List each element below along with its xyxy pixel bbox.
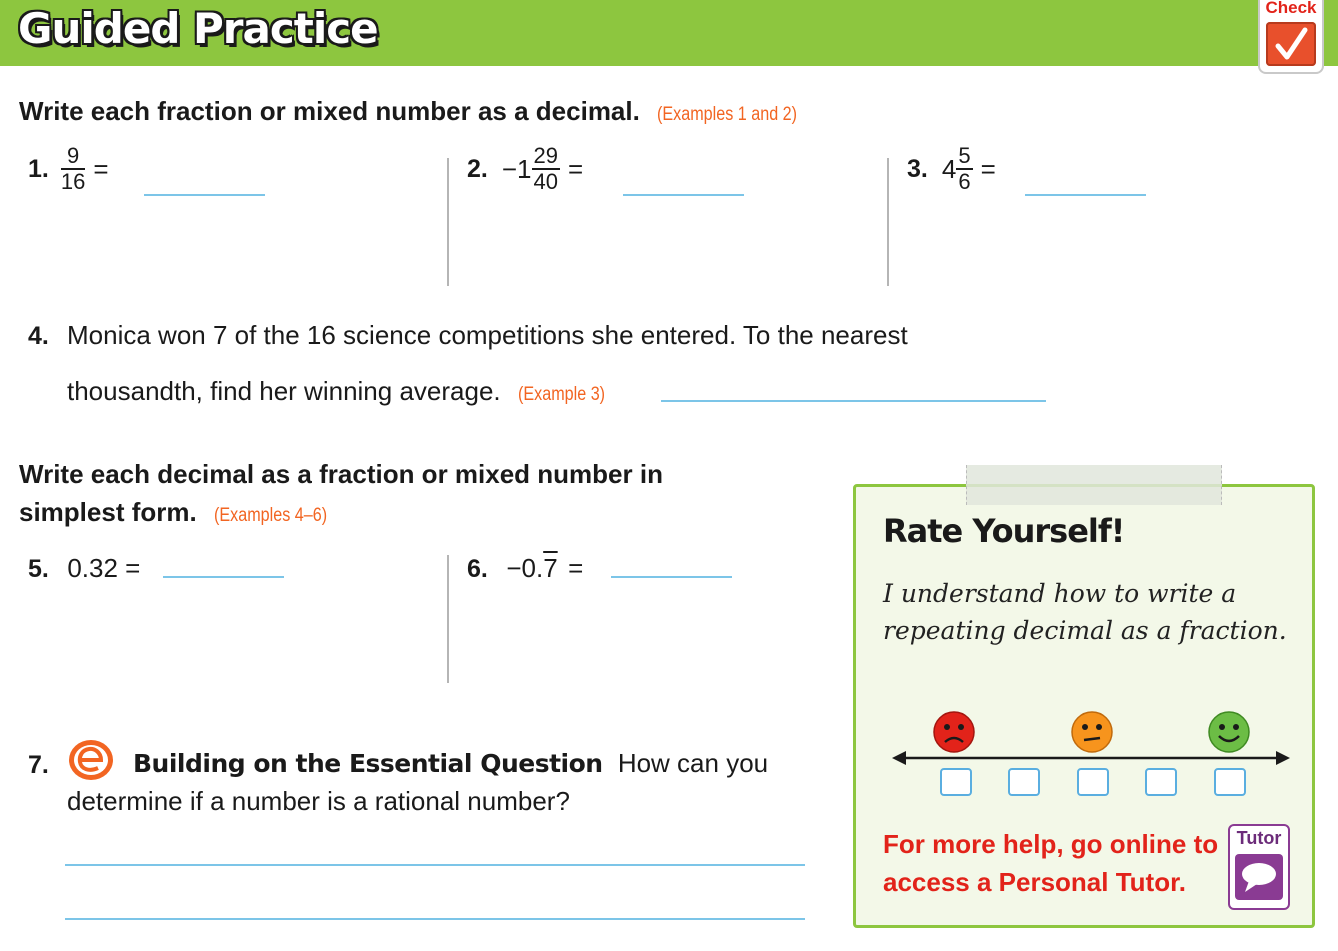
help-link-text[interactable]: For more help, go online to access a Personal Tutor.: [883, 829, 1219, 897]
decimal-prefix: −0.: [506, 553, 544, 583]
equals-sign: =: [980, 153, 996, 184]
essential-question-e-icon: [67, 738, 115, 782]
answer-blank-3[interactable]: [1025, 194, 1146, 196]
section1-instruction: [19, 96, 822, 127]
answer-blank-5[interactable]: [163, 576, 284, 578]
speech-bubble-icon: [1235, 854, 1283, 900]
column-divider: [447, 555, 449, 683]
equals-sign: =: [568, 553, 584, 583]
rating-box-5[interactable]: [1214, 768, 1246, 796]
denominator: 6: [958, 169, 971, 194]
numerator: 29: [533, 143, 558, 168]
problem-4-reference: (Example 3): [517, 384, 605, 405]
check-button[interactable]: [1258, 0, 1324, 74]
answer-blank-1[interactable]: [144, 194, 265, 196]
problem-4-text: thousandth, find her winning average.: [67, 376, 501, 406]
section1-instruction-text: Write each fraction or mixed number as a decimal.: [19, 96, 640, 126]
numerator: 9: [61, 144, 85, 170]
problem-4-line1: Monica won 7 of the 16 science competitions she entered. To the nearest: [67, 320, 908, 350]
checkmark-icon: [1266, 22, 1316, 66]
equals-sign: =: [93, 153, 109, 184]
answer-blank-6[interactable]: [611, 576, 732, 578]
section2-reference: (Examples 4–6): [213, 505, 328, 526]
rating-box-4[interactable]: [1145, 768, 1177, 796]
problem-number: 4.: [28, 322, 49, 350]
problem-number: 1.: [28, 154, 49, 183]
problem-3: [907, 144, 996, 194]
answer-blank-2[interactable]: [623, 194, 744, 196]
section1-reference: (Examples 1 and 2): [657, 104, 798, 125]
problem-number: 2.: [467, 154, 488, 183]
problem-number: 6.: [467, 555, 488, 583]
problem-7-line2: determine if a number is a rational number?: [67, 786, 570, 816]
problem-number: 5.: [28, 555, 49, 583]
section2-instruction-line2: [19, 493, 663, 535]
expression: 0.32 =: [67, 553, 141, 583]
column-divider: [447, 158, 449, 286]
essential-question-heading: Building on the Essential Question: [133, 749, 603, 778]
answer-blank-7b[interactable]: [65, 918, 805, 920]
tape-decoration: [966, 465, 1222, 505]
tutor-label: Tutor: [1236, 828, 1282, 848]
problem-1: [28, 144, 109, 194]
problem-7-line1: [133, 748, 768, 779]
repeating-digit: 7: [543, 553, 558, 583]
section2-instruction: [19, 455, 663, 535]
problem-7-text: How can you: [617, 748, 769, 778]
tutor-button[interactable]: [1228, 824, 1290, 910]
problem-number: 7.: [28, 751, 49, 779]
whole-part: −1: [501, 153, 532, 184]
denominator: 16: [60, 169, 86, 194]
problem-5: [28, 553, 140, 584]
rate-yourself-statement: I understand how to write a repeating decimal as a fraction.: [883, 579, 1287, 645]
problem-4-line2: [67, 376, 620, 407]
rate-yourself-title: Rate Yourself!: [883, 512, 1125, 550]
answer-blank-4[interactable]: [661, 400, 1046, 402]
equals-sign: =: [568, 153, 584, 184]
rating-box-1[interactable]: [940, 768, 972, 796]
check-label: Check: [1265, 0, 1317, 17]
denominator: 40: [533, 169, 558, 194]
whole-part: 4: [941, 153, 957, 184]
column-divider: [887, 158, 889, 286]
rating-box-2[interactable]: [1008, 768, 1040, 796]
numerator: 5: [958, 143, 971, 168]
section2-instruction-line1: Write each decimal as a fraction or mixed number in: [19, 459, 663, 489]
fraction: [532, 144, 560, 194]
fraction: [956, 144, 972, 194]
problem-number: 3.: [907, 154, 928, 183]
rating-box-3[interactable]: [1077, 768, 1109, 796]
fraction: [61, 144, 85, 194]
problem-6: [467, 553, 583, 584]
section2-instruction-text: simplest form.: [19, 497, 197, 527]
problem-2: [467, 144, 583, 194]
page-title: Guided Practice: [18, 4, 378, 53]
answer-blank-7a[interactable]: [65, 864, 805, 866]
